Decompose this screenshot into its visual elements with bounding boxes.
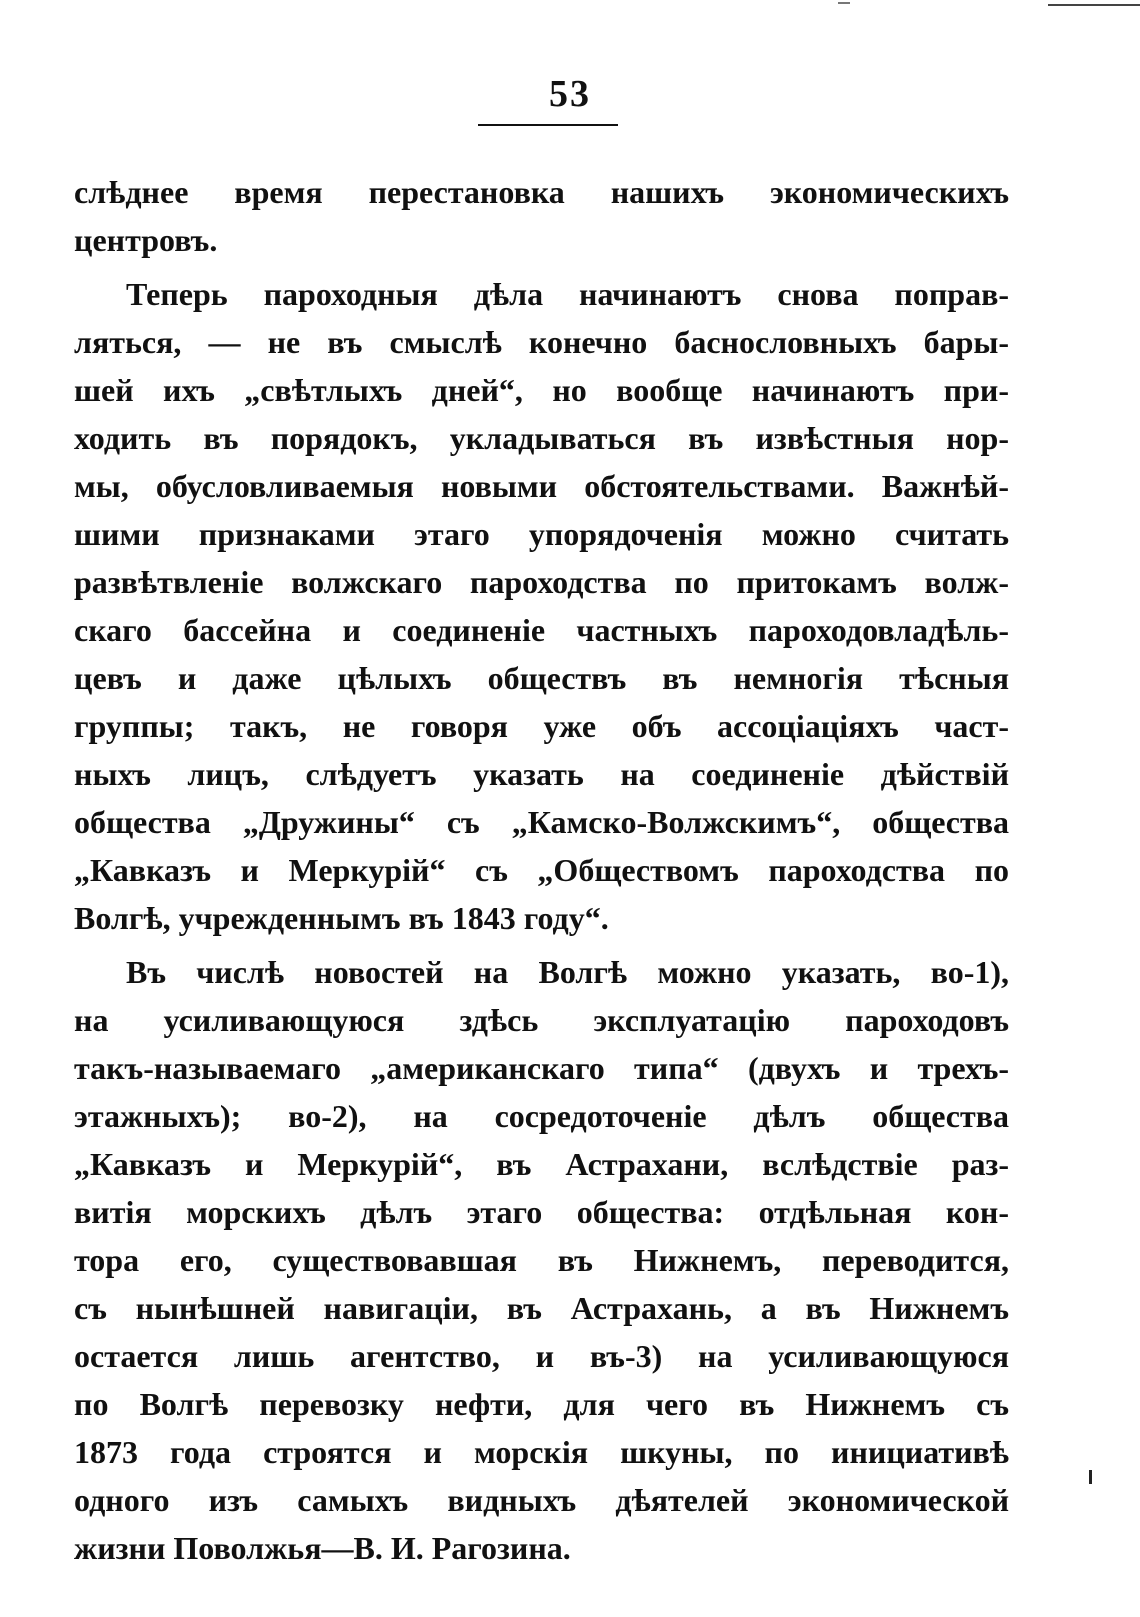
text-line: мы, обусловливаемыя новыми обстоятельствами. Важнѣй-: [74, 468, 1009, 504]
text-line: цевъ и даже цѣлыхъ обществъ въ немногія тѣсныя: [74, 660, 1009, 696]
text-line: „Кавказъ и Меркурій“ съ „Обществомъ пароходства по: [74, 852, 1009, 888]
text-line: слѣднее время перестановка нашихъ экономическихъ: [74, 174, 1009, 210]
page-number: 53: [549, 73, 591, 115]
text-line: съ нынѣшней навигаціи, въ Астрахань, а въ Нижнемъ: [74, 1290, 1009, 1326]
text-line: общества „Дружины“ съ „Камско-Волжскимъ“, общества: [74, 804, 1009, 840]
text-line: жизни Поволжья—В. И. Рагозина.: [74, 1530, 571, 1566]
text-line: такъ-называемаго „американскаго типа“ (двухъ и трехъ-: [74, 1050, 1009, 1086]
text-line: этажныхъ); во-2), на сосредоточеніе дѣлъ общества: [74, 1098, 1009, 1134]
text-line: скаго бассейна и соединеніе частныхъ пароходовладѣль-: [74, 612, 1009, 648]
text-line: ходить въ порядокъ, укладываться въ извѣстныя нор-: [74, 420, 1009, 456]
text-line: развѣтвленіе волжскаго пароходства по притокамъ волж-: [74, 564, 1009, 600]
text-line: Волгѣ, учрежденнымъ въ 1843 году“.: [74, 900, 609, 936]
text-line: одного изъ самыхъ видныхъ дѣятелей экономической: [74, 1482, 1009, 1518]
text-line: на усиливающуюся здѣсь эксплуатацію пароходовъ: [74, 1002, 1009, 1038]
text-line: группы; такъ, не говоря уже объ ассоціаціяхъ част-: [74, 708, 1009, 744]
text-line: тора его, существовавшая въ Нижнемъ, переводится,: [74, 1242, 1009, 1278]
page-number-rule: [478, 124, 618, 126]
text-line: остается лишь агентство, и въ-3) на усиливающуюся: [74, 1338, 1009, 1374]
paragraph-first-line: Въ числѣ новостей на Волгѣ можно указать, во-1),: [126, 954, 1009, 990]
text-line: по Волгѣ перевозку нефти, для чего въ Нижнемъ съ: [74, 1386, 1009, 1422]
body-text: [74, 168, 1009, 1572]
text-line: ныхъ лицъ, слѣдуетъ указать на соединеніе дѣйствій: [74, 756, 1009, 792]
top-edge-rule: [1048, 4, 1140, 6]
text-line: 1873 года строятся и морскія шкуны, по инициативѣ: [74, 1434, 1009, 1470]
text-line: шей ихъ „свѣтлыхъ дней“, но вообще начинаютъ при-: [74, 372, 1009, 408]
paragraph-first-line: Теперь пароходныя дѣла начинаютъ снова поправ-: [126, 276, 1009, 312]
text-line: „Кавказъ и Меркурій“, въ Астрахани, вслѣдствіе раз-: [74, 1146, 1009, 1182]
text-line: шими признаками этаго упорядоченія можно считать: [74, 516, 1009, 552]
top-edge-mark: [838, 2, 850, 4]
text-line: витія морскихъ дѣлъ этаго общества: отдѣльная кон-: [74, 1194, 1009, 1230]
text-line: ляться, — не въ смыслѣ конечно баснословныхъ бары-: [74, 324, 1009, 360]
text-line: центровъ.: [74, 222, 218, 258]
margin-mark: [1089, 1470, 1092, 1484]
